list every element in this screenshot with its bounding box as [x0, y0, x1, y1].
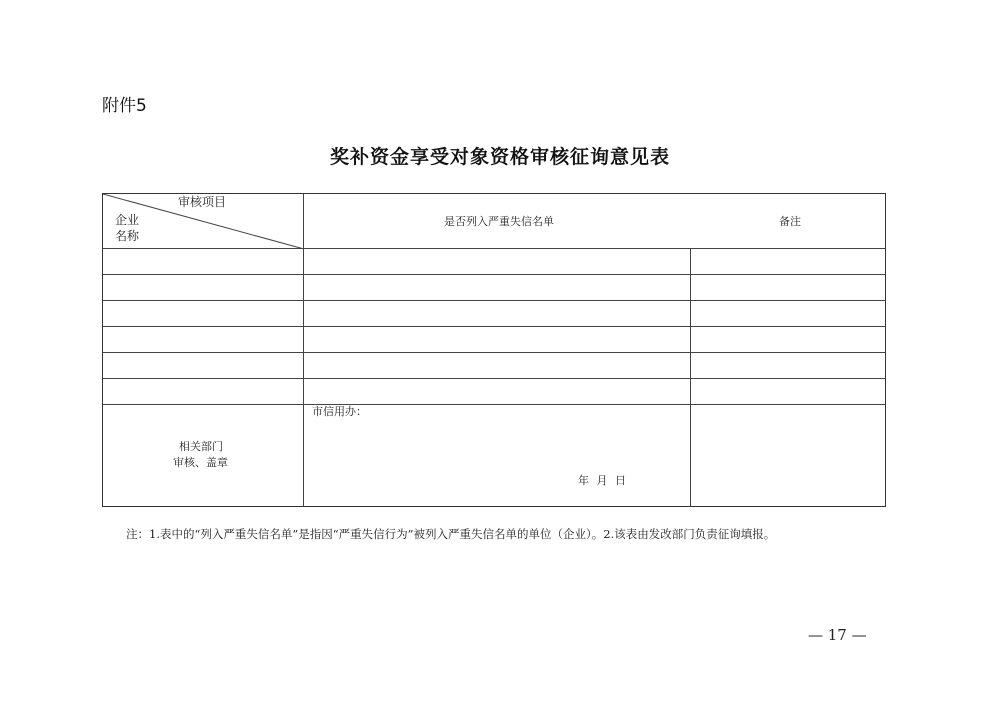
header-company-label-line1: 企业 — [115, 213, 140, 227]
credit-office-label: 市信用办： — [312, 405, 367, 418]
row-divider — [103, 300, 885, 301]
form-title: 奖补资金享受对象资格审核征询意见表 — [329, 146, 670, 168]
row-divider — [103, 326, 885, 327]
row-divider — [103, 274, 885, 275]
date-line: 年 月 日 — [578, 474, 626, 487]
header-company-label-line2: 名称 — [115, 229, 140, 243]
row-divider — [103, 352, 885, 353]
review-form-table — [102, 193, 886, 507]
related-dept-label-line2: 审核、盖章 — [173, 456, 228, 469]
row-divider — [103, 378, 885, 379]
column-divider — [303, 194, 304, 506]
related-dept-label-line1: 相关部门 — [179, 440, 223, 453]
row-divider — [103, 404, 885, 405]
attachment-label: 附件5 — [102, 96, 147, 116]
footnote: 注：1.表中的“列入严重失信名单”是指因“严重失信行为”被列入严重失信名单的单位（企业）。2.该表由发改部门负责征询填报。 — [126, 527, 776, 541]
header-remarks-column: 备注 — [779, 215, 801, 228]
column-divider — [690, 248, 691, 506]
page-number: — 17 — — [808, 626, 867, 644]
row-divider — [103, 248, 885, 249]
header-review-items: 审核项目 — [178, 195, 227, 209]
header-blacklist-column: 是否列入严重失信名单 — [444, 215, 554, 228]
